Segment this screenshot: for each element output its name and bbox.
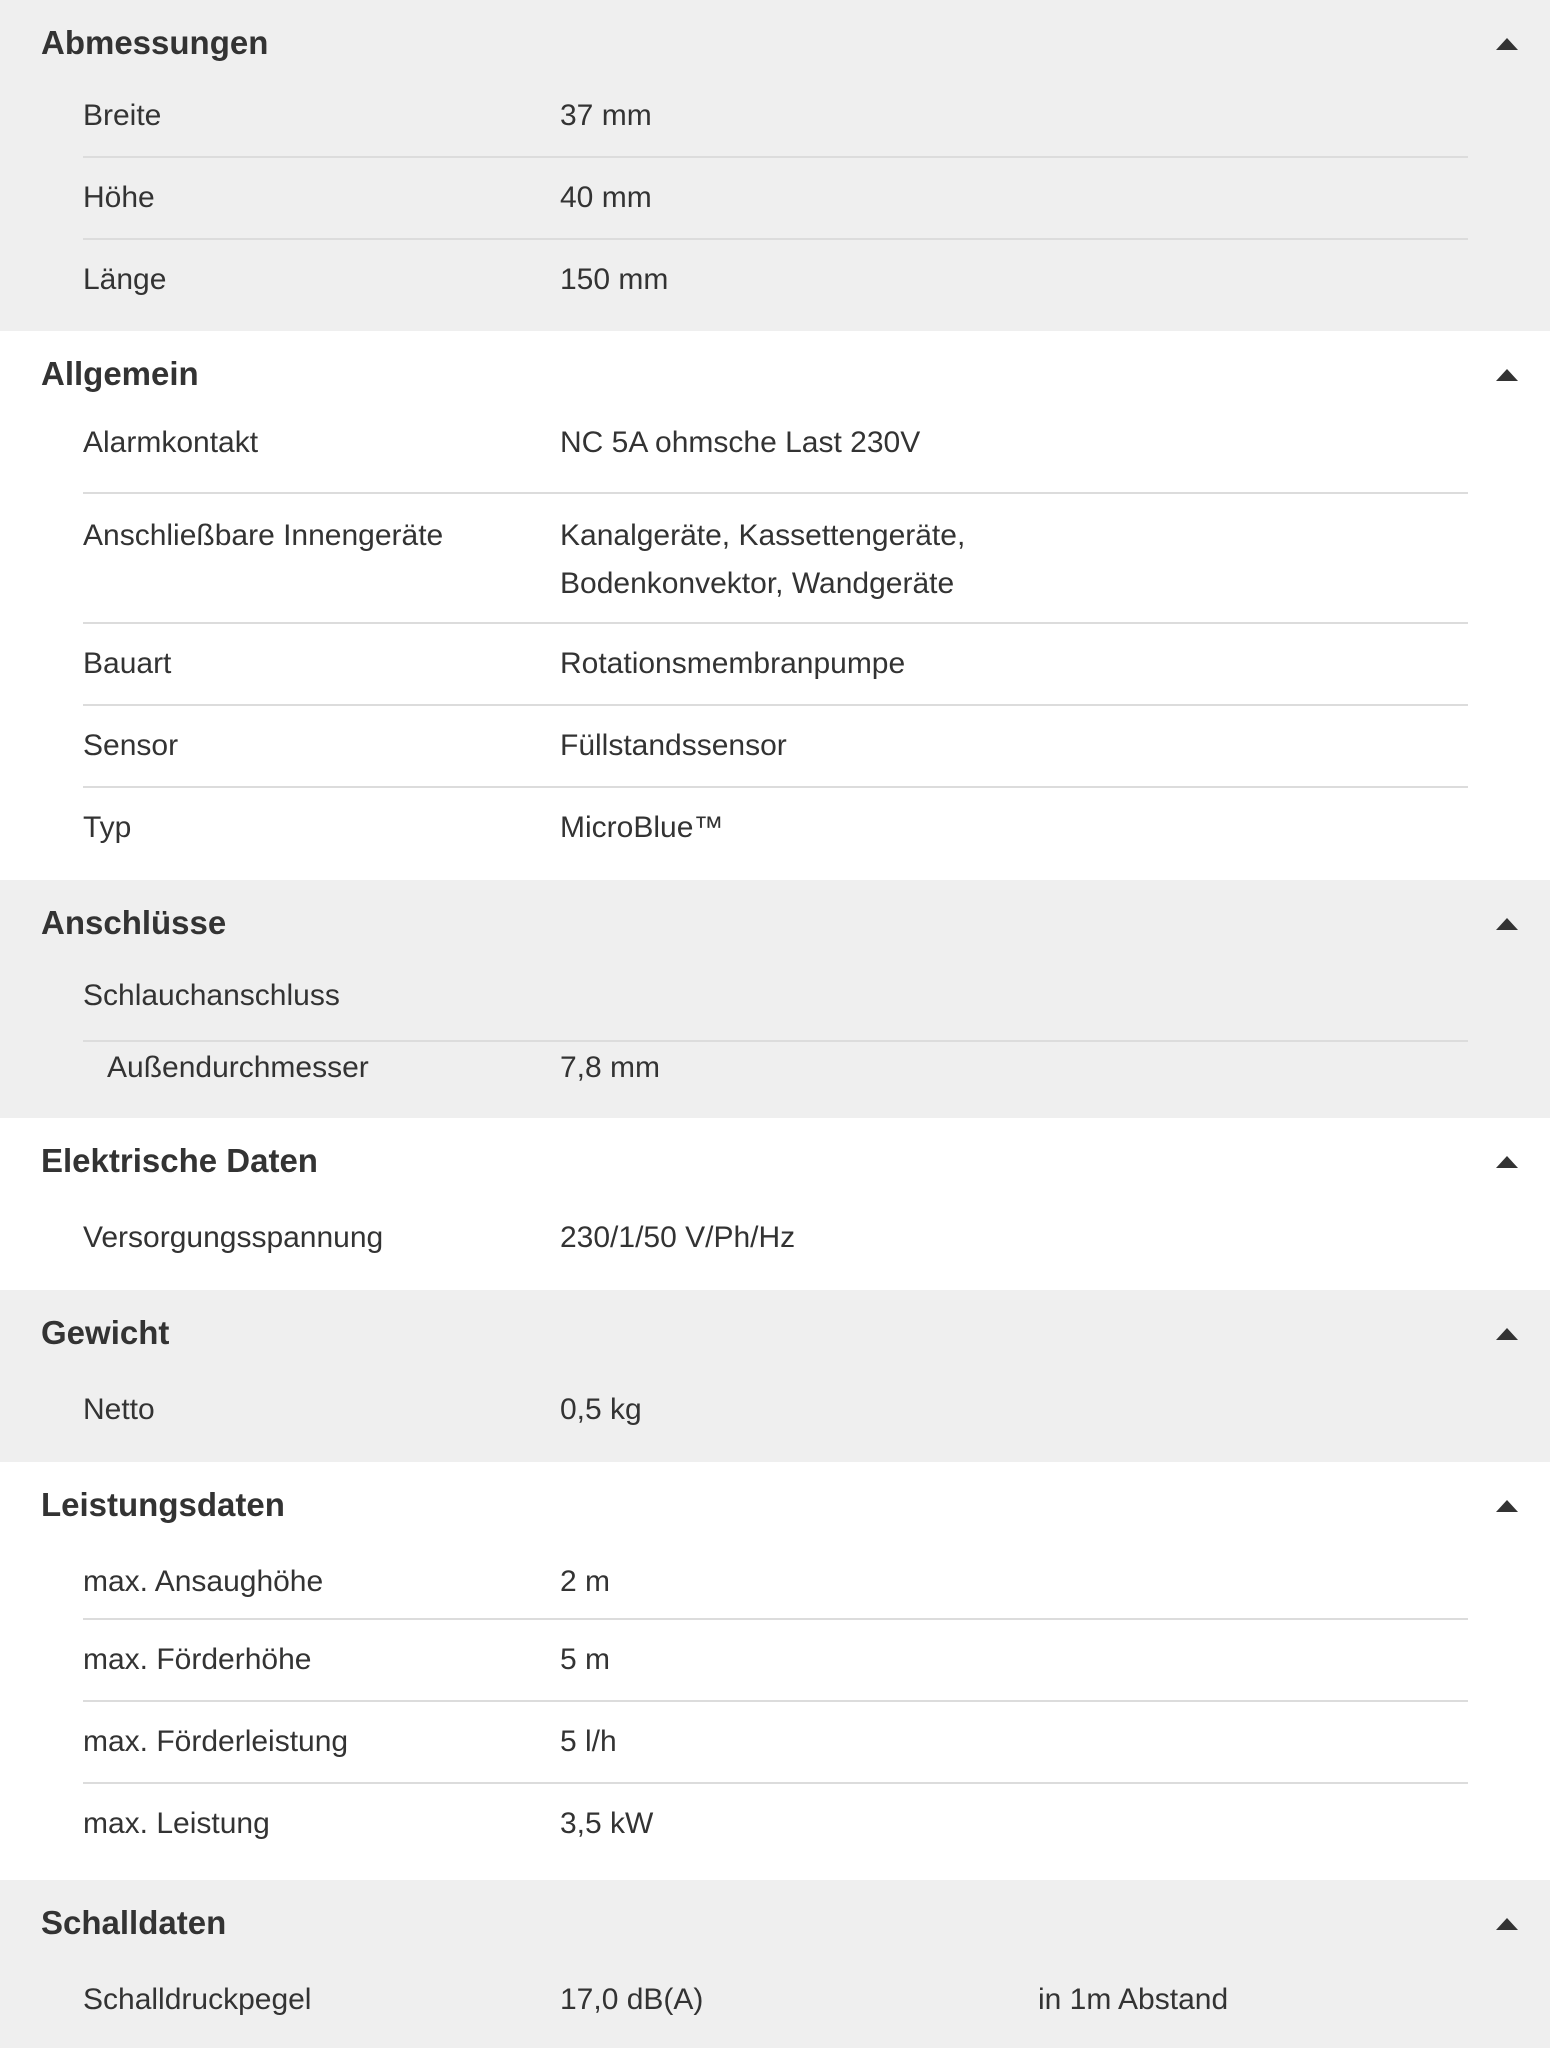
spec-value: 37 mm [560,99,652,132]
section-title: Leistungsdaten [41,1486,285,1523]
spec-value: Füllstandssensor [560,729,787,762]
collapse-caret-up-icon[interactable] [1494,1326,1520,1342]
spec-row [83,1214,1468,1274]
spec-value: 5 m [560,1643,611,1676]
section-title: Gewicht [41,1314,170,1351]
spec-sub-label: Außendurchmesser [107,1051,369,1084]
section-title: Allgemein [41,355,199,392]
section-header[interactable] [0,1118,1550,1202]
spec-value: 5 l/h [560,1725,617,1758]
spec-row [83,92,1468,158]
spec-row [83,1558,1468,1620]
spec-row [83,1042,1468,1110]
spec-group-row [83,972,1468,1042]
spec-label: max. Förderhöhe [83,1643,312,1676]
section-header[interactable] [0,0,1550,84]
section-header[interactable] [0,1462,1550,1546]
spec-label: Alarmkontakt [83,426,259,459]
spec-row [83,1784,1468,1866]
spec-value: Rotationsmembranpumpe [560,647,906,680]
spec-label: Länge [83,263,167,296]
spec-label: max. Ansaughöhe [83,1565,324,1598]
spec-row [83,1620,1468,1702]
spec-row [83,240,1468,322]
section-header[interactable] [0,880,1550,964]
spec-label: Netto [83,1393,155,1426]
spec-row [83,494,1468,624]
section-schalldaten [0,1880,1550,2048]
collapse-caret-up-icon[interactable] [1494,1498,1520,1514]
spec-value: 17,0 dB(A) [560,1983,704,2016]
section-abmessungen [0,0,1550,331]
spec-row [83,1976,1468,2036]
spec-value: 150 mm [560,263,669,296]
spec-row [83,788,1468,870]
spec-row [83,624,1468,706]
spec-note: in 1m Abstand [1038,1983,1229,2016]
section-header[interactable] [0,331,1550,415]
spec-value-line: Bodenkonvektor, Wandgeräte [560,567,955,600]
spec-value: 3,5 kW [560,1807,654,1840]
section-title: Schalldaten [41,1904,227,1941]
section-allgemein [0,331,1550,880]
spec-value: NC 5A ohmsche Last 230V [560,426,921,459]
section-title: Elektrische Daten [41,1142,318,1179]
spec-label: Versorgungsspannung [83,1221,384,1254]
section-header[interactable] [0,1880,1550,1964]
spec-value: 0,5 kg [560,1393,642,1426]
spec-label: Sensor [83,729,179,762]
spec-row [83,1702,1468,1784]
section-anschluesse [0,880,1550,1118]
collapse-caret-up-icon[interactable] [1494,1154,1520,1170]
spec-label: Schalldruckpegel [83,1983,312,2016]
spec-row [83,706,1468,788]
spec-label: Typ [83,811,132,844]
section-gewicht [0,1290,1550,1462]
collapse-caret-up-icon[interactable] [1494,36,1520,52]
spec-label: Höhe [83,181,155,214]
spec-value: 230/1/50 V/Ph/Hz [560,1221,796,1254]
spec-value-line: Kanalgeräte, Kassettengeräte, [560,519,966,552]
spec-group-label: Schlauchanschluss [83,979,340,1012]
section-elektrische-daten [0,1118,1550,1290]
spec-label: Anschließbare Innengeräte [83,519,444,552]
spec-value: 7,8 mm [560,1051,661,1084]
collapse-caret-up-icon[interactable] [1494,367,1520,383]
spec-row [83,419,1468,494]
section-leistungsdaten [0,1462,1550,1880]
section-title: Abmessungen [41,24,269,61]
spec-label: Bauart [83,647,172,680]
spec-label: max. Leistung [83,1807,270,1840]
spec-row [83,158,1468,240]
collapse-caret-up-icon[interactable] [1494,916,1520,932]
spec-value: MicroBlue™ [560,811,724,844]
section-header[interactable] [0,1290,1550,1374]
spec-value: 40 mm [560,181,652,214]
spec-label: max. Förderleistung [83,1725,349,1758]
spec-value: 2 m [560,1565,611,1598]
collapse-caret-up-icon[interactable] [1494,1916,1520,1932]
spec-label: Breite [83,99,162,132]
spec-row [83,1386,1468,1446]
section-title: Anschlüsse [41,904,227,941]
